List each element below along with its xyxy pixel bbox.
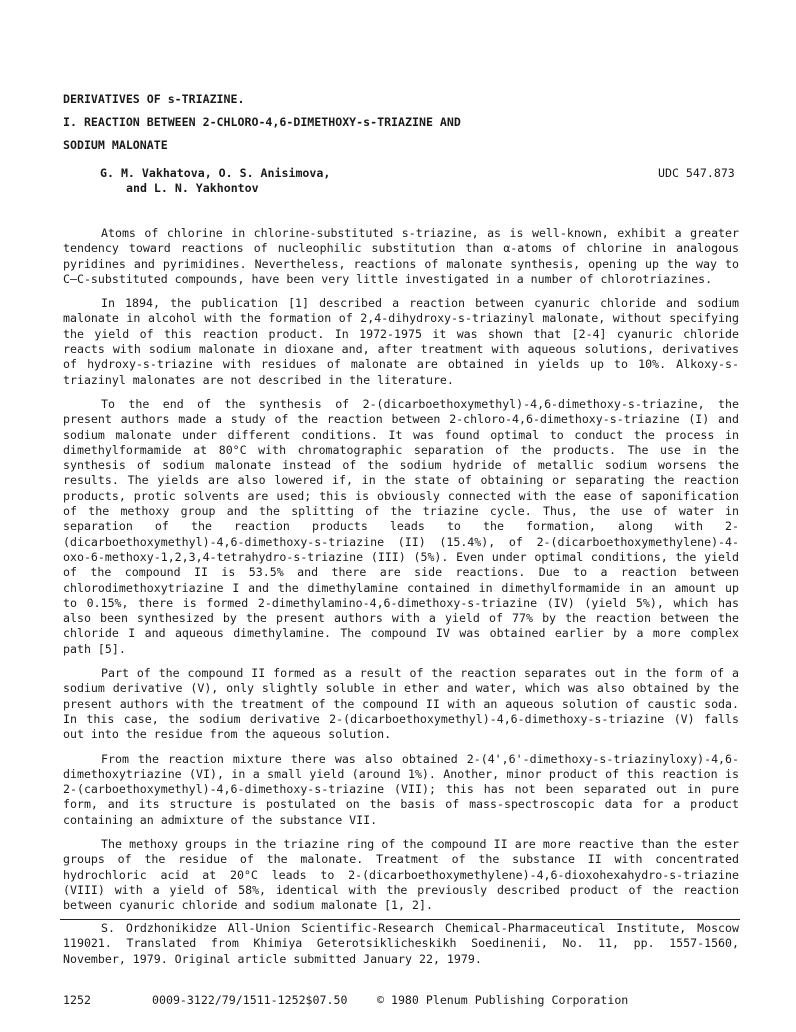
paragraph: To the end of the synthesis of 2-(dicarboethoxymethyl)-4,6-dimethoxy-s-triazine, the present authors made a study of the reaction between 2-chloro-4,6-dimethoxy-s-triazine (I) and sodium malonate under different conditions. It was found optimal to conduct the process in dimethylformamide at 80°C with chromatographic separation of the products. The use in the synthesis of sodium malonate instead of the sodium hydride of metallic sodium worsens the results. The yields are also lowered if, in the state of obtaining or separating the reaction products, protic solvents are used; this is obviously connected with the ease of saponification of the methoxy group and the splitting of the triazine cycle. Thus, the use of water in separation of the reaction products leads to the formation, along with 2-(dicarboethoxymethyl)-4,6-dimethoxy-s-triazine (II) (15.4%), of 2-(dicarboethoxymethylene)-4-oxo-6-methoxy-1,2,3,4-tetrahydro-s-triazine (III) (5%). Even under optimal conditions, the yield of the compound II is 53.5% and there are side reactions. Due to a reaction between chlorodimethoxytriazine I and the dimethylamine contained in dimethylformamide in an amount up to 0.15%, there is formed 2-dimethylamino-4,6-dimethoxy-s-triazine (IV) (yield 5%), which has also been synthesized by the present authors with a yield of 77% by the reaction between the chloride I and aqueous dimethylamine. The compound IV was obtained earlier by a more complex path [5]. xyxy=(63,396,739,656)
article-title-continued: SODIUM MALONATE xyxy=(63,138,168,152)
authors-line: and L. N. Yakhontov xyxy=(126,181,259,196)
page-number: 1252 xyxy=(63,993,91,1007)
copyright-notice: © 1980 Plenum Publishing Corporation xyxy=(377,993,629,1007)
paragraph: The methoxy groups in the triazine ring of the compound II are more reactive than the ester groups of the residue of the malonate. Treatment of the substance II with concentrated hydrochloric acid at 20°C leads to 2-(dicarboethoxymethylene)-4,6-dioxohexahydro-s-triazine (VIII) with a yield of 58%, identical with the previously described product of the reaction between cyanuric chloride and sodium malonate [1, 2]. xyxy=(63,836,739,913)
footnote-divider xyxy=(60,919,740,920)
article-title: I. REACTION BETWEEN 2-CHLORO-4,6-DIMETHOXY-s-TRIAZINE AND xyxy=(63,115,461,129)
authors xyxy=(100,166,330,197)
series-title: DERIVATIVES OF s-TRIAZINE. xyxy=(63,92,245,106)
paragraph: Atoms of chlorine in chlorine-substituted s-triazine, as is well-known, exhibit a greater tendency toward reactions of nucleophilic substitution than α-atoms of chlorine in analogous pyridines and pyrimidines. Nevertheless, reactions of malonate synthesis, opening up the way to C–C-substituted compounds, have been very little investigated in a number of chlorotriazines. xyxy=(63,226,739,286)
paragraph: In 1894, the publication [1] described a reaction between cyanuric chloride and sodium malonate in alcohol with the formation of 2,4-dihydroxy-s-triazinyl malonate, without specifying the yield of this reaction product. In 1972-1975 it was shown that [2-4] cyanuric chloride reacts with sodium malonate in dioxane and, after treatment with aqueous solutions, derivatives of hydroxy-s-triazine with residues of malonate are obtained in yields up to 10%. Alkoxy-s-triazinyl malonates are not described in the literature. xyxy=(63,296,739,387)
paragraph: From the reaction mixture there was also obtained 2-(4',6'-dimethoxy-s-triazinyloxy)-4,6-dimethoxytriazine (VI), in a small yield (around 1%). Another, minor product of this reaction is 2-(carboethoxymethyl)-4,6-dimethoxy-s-triazine (VII); this has not been separated out in pure form, and its structure is postulated on the basis of mass-spectroscopic data for a product containing an admixture of the substance VII. xyxy=(63,751,739,827)
article-body xyxy=(63,226,739,922)
paragraph: Part of the compound II formed as a result of the reaction separates out in the form of a sodium derivative (V), only slightly soluble in ether and water, which was also obtained by the present authors with the treatment of the compound II with an aqueous solution of caustic soda. In this case, the sodium derivative 2-(dicarboethoxymethyl)-4,6-dimethoxy-s-triazine (V) falls out into the residue from the aqueous solution. xyxy=(63,666,739,742)
udc-code: UDC 547.873 xyxy=(658,166,735,180)
article-code: 0009-3122/79/1511-1252$07.50 xyxy=(152,993,348,1007)
footnote: S. Ordzhonikidze All-Union Scientific-Research Chemical-Pharmaceutical Institute, Moscow 119021. Translated from Khimiya Geterotsiklicheskikh Soedinenii, No. 11, pp. 1557-1560, November, 1979. Original article submitted January 22, 1979. xyxy=(63,921,739,966)
authors-line: G. M. Vakhatova, O. S. Anisimova, xyxy=(100,166,331,180)
